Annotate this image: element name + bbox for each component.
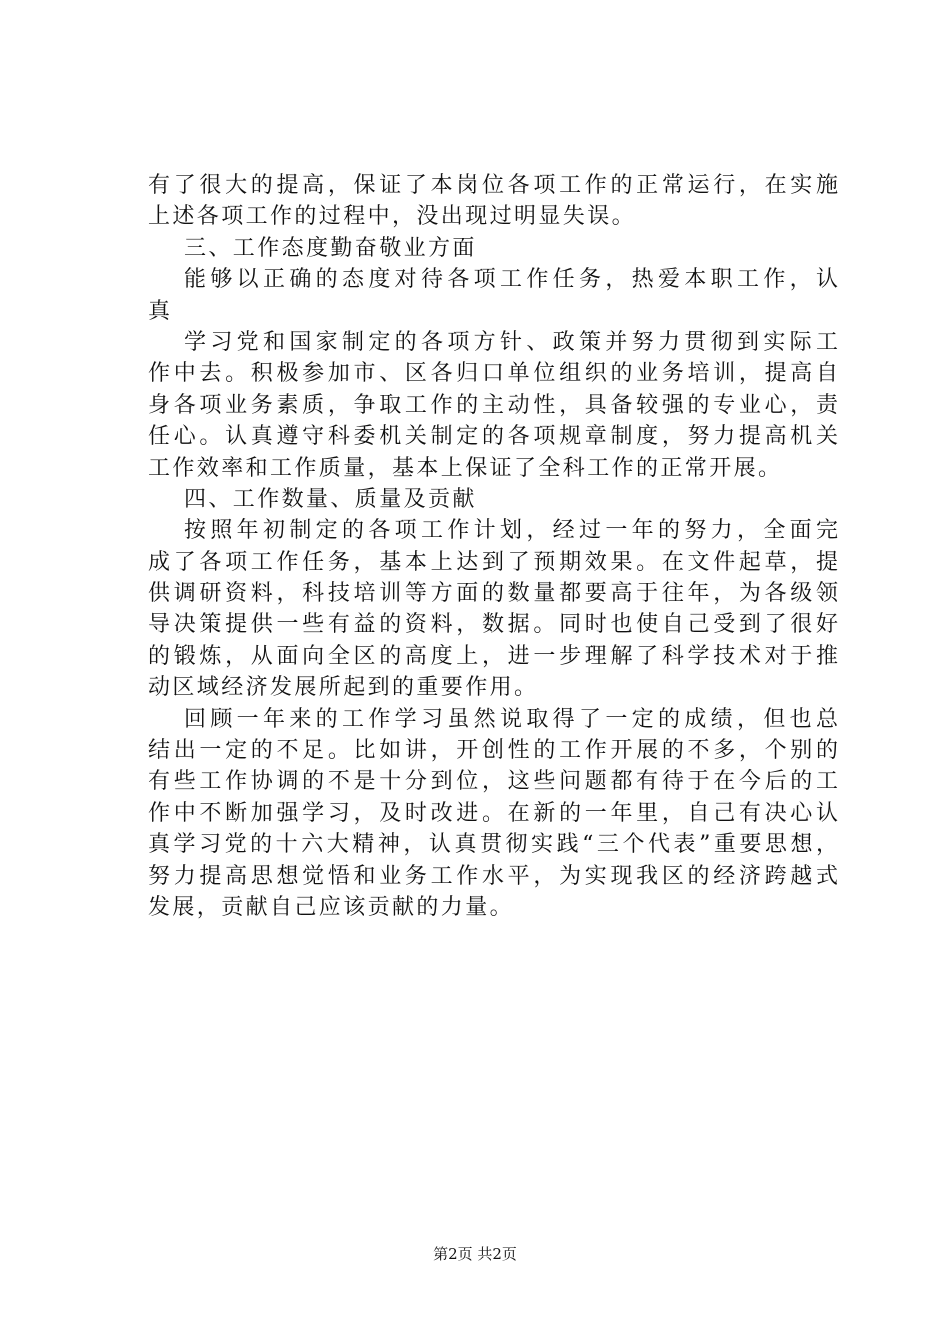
text-line: 任心。认真遵守科委机关制定的各项规章制度，努力提高机关 — [148, 424, 838, 450]
page-number-footer: 第2页 共2页 — [433, 1245, 517, 1263]
text-line: 动区域经济发展所起到的重要作用。 — [148, 675, 539, 701]
text-line: 真 — [148, 298, 173, 324]
text-line: 身各项业务素质，争取工作的主动性，具备较强的专业心，责 — [148, 392, 838, 418]
text-line: 按照年初制定的各项工作计划，经过一年的努力，全面完 — [184, 518, 838, 544]
text-line: 作中不断加强学习，及时改进。在新的一年里，自己有决心认 — [148, 800, 838, 826]
text-line: 作中去。积极参加市、区各归口单位组织的业务培训，提高自 — [148, 361, 838, 387]
text-line: 有些工作协调的不是十分到位，这些问题都有待于在今后的工 — [148, 769, 838, 795]
text-line: 回顾一年来的工作学习虽然说取得了一定的成绩，但也总 — [184, 706, 838, 732]
text-line: 上述各项工作的过程中，没出现过明显失误。 — [148, 204, 637, 230]
text-line: 有了很大的提高，保证了本岗位各项工作的正常运行，在实施 — [148, 173, 838, 198]
section-heading: 三、工作态度勤奋敬业方面 — [184, 235, 477, 261]
text-line: 供调研资料，科技培训等方面的数量都要高于往年，为各级领 — [148, 581, 838, 607]
text-line: 结出一定的不足。比如讲，开创性的工作开展的不多，个别的 — [148, 738, 838, 764]
text-line: 的锻炼，从面向全区的高度上，进一步理解了科学技术对于推 — [148, 643, 838, 669]
text-line: 成了各项工作任务，基本上达到了预期效果。在文件起草，提 — [148, 549, 838, 575]
text-line: 真学习党的十六大精神，认真贯彻实践“三个代表”重要思想， — [148, 832, 838, 858]
document-body — [148, 170, 838, 923]
text-line: 工作效率和工作质量，基本上保证了全科工作的正常开展。 — [148, 455, 783, 481]
text-line: 学习党和国家制定的各项方针、政策并努力贯彻到实际工 — [184, 329, 838, 355]
text-line: 能够以正确的态度对待各项工作任务，热爱本职工作，认 — [184, 267, 838, 293]
text-line: 发展，贡献自己应该贡献的力量。 — [148, 894, 515, 920]
text-line: 导决策提供一些有益的资料，数据。同时也使自己受到了很好 — [148, 612, 838, 638]
section-heading: 四、工作数量、质量及贡献 — [184, 486, 477, 512]
text-line: 努力提高思想觉悟和业务工作水平，为实现我区的经济跨越式 — [148, 863, 838, 889]
